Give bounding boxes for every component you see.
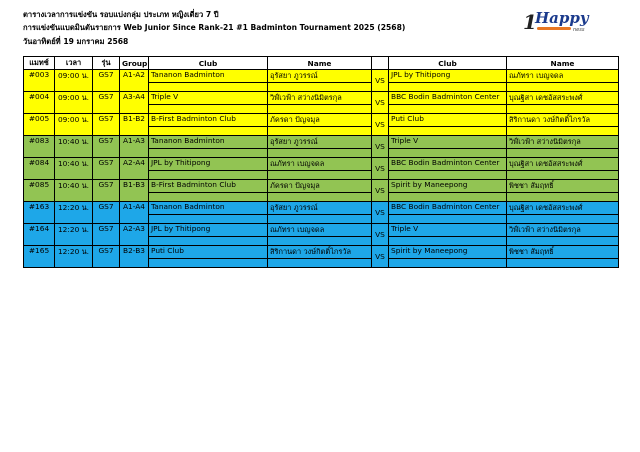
player-2-blank (507, 259, 619, 268)
vs-label: VS (372, 92, 389, 114)
logo-swoosh (537, 27, 571, 30)
col-header-time: เวลา (55, 57, 93, 70)
player-2: วิฬ์เวฟ้า สว่างนิมิตรกุล (507, 224, 619, 237)
match-time: 10:40 น. (55, 158, 93, 180)
club-1: Puti Club (149, 246, 268, 259)
club-2: Puti Club (389, 114, 507, 127)
match-id: #165 (24, 246, 55, 268)
player-1: วิฬ์เวฟ้า สว่างนิมิตรกุล (268, 92, 372, 105)
match-class: GS7 (93, 136, 120, 158)
match-group: B1-B3 (120, 180, 149, 202)
player-1-blank (268, 83, 372, 92)
match-row (24, 180, 619, 193)
club-2-blank (389, 127, 507, 136)
match-class: GS7 (93, 92, 120, 114)
club-1: B-First Badminton Club (149, 114, 268, 127)
club-1: Tananon Badminton (149, 70, 268, 83)
club-1-blank (149, 215, 268, 224)
club-1: Triple V (149, 92, 268, 105)
match-row (24, 70, 619, 83)
col-header-vs (372, 57, 389, 70)
player-1-blank (268, 149, 372, 158)
player-2-blank (507, 149, 619, 158)
match-group: A1-A4 (120, 202, 149, 224)
logo-word: Happy (535, 9, 589, 27)
match-class: GS7 (93, 202, 120, 224)
match-time: 10:40 น. (55, 136, 93, 158)
club-1-blank (149, 171, 268, 180)
club-2-blank (389, 149, 507, 158)
event-date: วันอาทิตย์ที่ 19 มกราคม 2568 (23, 37, 129, 46)
player-1-blank (268, 127, 372, 136)
match-id: #164 (24, 224, 55, 246)
player-1: ภัครดา ปัญจมุล (268, 180, 372, 193)
vs-label: VS (372, 202, 389, 224)
match-id: #003 (24, 70, 55, 92)
vs-label: VS (372, 114, 389, 136)
player-2: บุณฐิสา เดชอัสสระพงศ์ (507, 158, 619, 171)
player-2-blank (507, 83, 619, 92)
col-header-class: รุ่น (93, 57, 120, 70)
player-1: ภัครดา ปัญจมุล (268, 114, 372, 127)
match-group: A2-A4 (120, 158, 149, 180)
player-2-blank (507, 127, 619, 136)
match-group: A2-A3 (120, 224, 149, 246)
vs-label: VS (372, 70, 389, 92)
vs-label: VS (372, 224, 389, 246)
player-1-blank (268, 259, 372, 268)
match-id: #163 (24, 202, 55, 224)
match-row (24, 92, 619, 105)
happyness-logo (523, 8, 619, 42)
match-group: A1-A3 (120, 136, 149, 158)
match-id: #004 (24, 92, 55, 114)
match-class: GS7 (93, 246, 120, 268)
col-header-club2: Club (389, 57, 507, 70)
player-1-blank (268, 193, 372, 202)
club-1: JPL by Thitipong (149, 224, 268, 237)
club-2: Triple V (389, 136, 507, 149)
match-row (24, 136, 619, 149)
player-1: สิริกานดา วงษ์กิตติ์ไกรวัล (268, 246, 372, 259)
match-id: #085 (24, 180, 55, 202)
match-class: GS7 (93, 114, 120, 136)
player-1: อุรัสยา ภูวรรณ์ (268, 70, 372, 83)
player-1-blank (268, 215, 372, 224)
match-time: 12:20 น. (55, 202, 93, 224)
vs-label: VS (372, 136, 389, 158)
vs-label: VS (372, 158, 389, 180)
club-1-blank (149, 127, 268, 136)
player-2-blank (507, 193, 619, 202)
match-time: 10:40 น. (55, 180, 93, 202)
match-group: A1-A2 (120, 70, 149, 92)
player-1: อุรัสยา ภูวรรณ์ (268, 202, 372, 215)
vs-label: VS (372, 246, 389, 268)
match-row (24, 202, 619, 215)
player-1-blank (268, 237, 372, 246)
match-id: #084 (24, 158, 55, 180)
club-1: Tananon Badminton (149, 202, 268, 215)
player-2: บุณฐิสา เดชอัสสระพงศ์ (507, 92, 619, 105)
match-class: GS7 (93, 224, 120, 246)
club-2-blank (389, 171, 507, 180)
match-class: GS7 (93, 158, 120, 180)
club-2-blank (389, 193, 507, 202)
match-time: 09:00 น. (55, 70, 93, 92)
player-2: วิฬ์เวฟ้า สว่างนิมิตรกุล (507, 136, 619, 149)
match-time: 09:00 น. (55, 92, 93, 114)
match-time: 12:20 น. (55, 246, 93, 268)
club-1-blank (149, 193, 268, 202)
player-2: พิชชา สัมฤทธิ์ (507, 180, 619, 193)
club-2-blank (389, 83, 507, 92)
table-header-row (24, 57, 619, 70)
player-1-blank (268, 171, 372, 180)
match-group: B1-B2 (120, 114, 149, 136)
club-1-blank (149, 105, 268, 114)
club-2-blank (389, 237, 507, 246)
club-2: Spirit by Maneepong (389, 246, 507, 259)
schedule-title: ตารางเวลาการแข่งขัน รอบแบ่งกลุ่ม ประเภท หญิงเดี่ยว 7 ปี (23, 10, 219, 19)
match-id: #005 (24, 114, 55, 136)
club-2: Spirit by Maneepong (389, 180, 507, 193)
club-2-blank (389, 259, 507, 268)
col-header-name2: Name (507, 57, 619, 70)
club-2: Triple V (389, 224, 507, 237)
vs-label: VS (372, 180, 389, 202)
match-time: 12:20 น. (55, 224, 93, 246)
player-2-blank (507, 237, 619, 246)
tournament-name: การแข่งขันแบดมินตันรายการ Web Junior Since Rank-21 #1 Badminton Tournament 2025 (2568) (23, 23, 406, 32)
col-header-club1: Club (149, 57, 268, 70)
club-2: BBC Bodin Badminton Center (389, 158, 507, 171)
match-class: GS7 (93, 180, 120, 202)
club-2: BBC Bodin Badminton Center (389, 92, 507, 105)
player-1: อุรัสยา ภูวรรณ์ (268, 136, 372, 149)
club-1: Tananon Badminton (149, 136, 268, 149)
match-row (24, 224, 619, 237)
player-2-blank (507, 105, 619, 114)
match-time: 09:00 น. (55, 114, 93, 136)
player-2: พิชชา สัมฤทธิ์ (507, 246, 619, 259)
match-schedule-table (23, 56, 619, 268)
club-1: B-First Badminton Club (149, 180, 268, 193)
player-1: ณภัทรา เบญจดล (268, 158, 372, 171)
logo-number: 1 (523, 10, 537, 34)
col-header-name1: Name (268, 57, 372, 70)
club-2-blank (389, 215, 507, 224)
player-2: ณภัทรา เบญจดล (507, 70, 619, 83)
club-2: BBC Bodin Badminton Center (389, 202, 507, 215)
player-2: บุณฐิสา เดชอัสสระพงศ์ (507, 202, 619, 215)
col-header-group: Group (120, 57, 149, 70)
match-group: A3-A4 (120, 92, 149, 114)
match-row (24, 114, 619, 127)
logo-sub: ness (573, 27, 585, 33)
club-1: JPL by Thitipong (149, 158, 268, 171)
club-2-blank (389, 105, 507, 114)
player-2-blank (507, 215, 619, 224)
player-1-blank (268, 105, 372, 114)
match-class: GS7 (93, 70, 120, 92)
match-group: B2-B3 (120, 246, 149, 268)
club-2: JPL by Thitipong (389, 70, 507, 83)
club-1-blank (149, 149, 268, 158)
match-id: #083 (24, 136, 55, 158)
match-row (24, 158, 619, 171)
player-1: ณภัทรา เบญจดล (268, 224, 372, 237)
club-1-blank (149, 83, 268, 92)
player-2-blank (507, 171, 619, 180)
match-row (24, 246, 619, 259)
club-1-blank (149, 237, 268, 246)
club-1-blank (149, 259, 268, 268)
player-2: สิริกานดา วงษ์กิตติ์ไกรวัล (507, 114, 619, 127)
col-header-match: แมทช์ (24, 57, 55, 70)
